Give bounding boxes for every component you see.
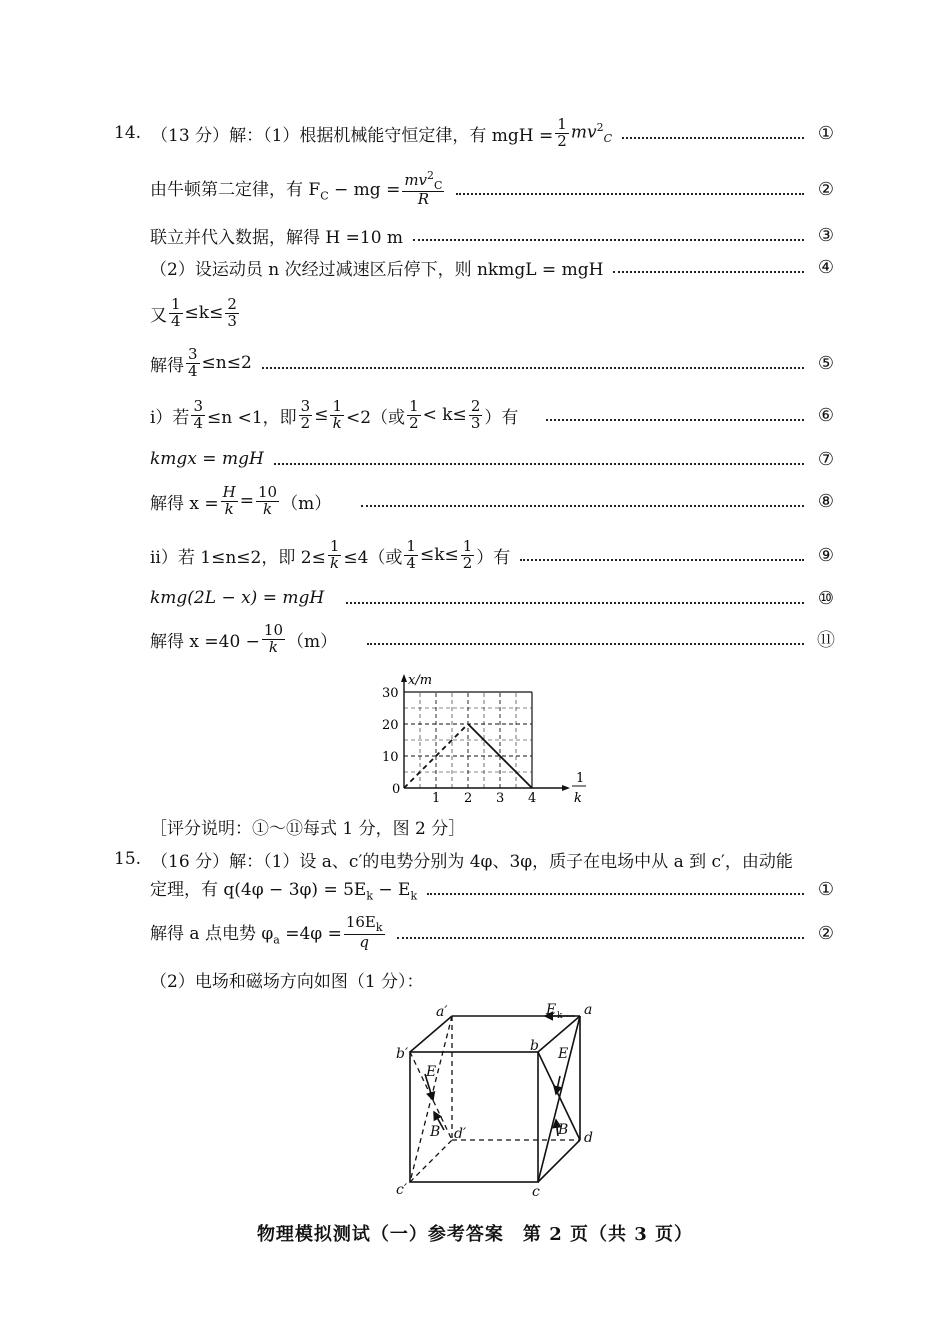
q14-head-text: （13 分）解：（1）根据机械能守恒定律，有 mgH = [151, 125, 554, 146]
q15-line-4 [150, 962, 838, 996]
label-ek-sub: k [557, 1011, 563, 1021]
y-axis-arrow [401, 674, 407, 682]
q15-mark-1: ① [817, 878, 835, 900]
label-b-prime: b′ [396, 1046, 409, 1062]
e-arrow-right [556, 1076, 560, 1094]
label-c-prime: c′ [396, 1182, 408, 1198]
energy-theorem: 定理，有 $q(4\varphi - 3\varphi) = 5E_k - E_k$ [150, 880, 418, 903]
x-vs-inverse-k-chart [360, 668, 600, 808]
n-range: ≤n≤2 [201, 353, 252, 373]
also-text: 又 [150, 305, 167, 326]
frac-2-3: $\frac{2}{3}$ [227, 294, 237, 330]
mark-1: ① [817, 122, 835, 144]
label-c: c [532, 1184, 540, 1200]
mark-11: ⑪ [817, 630, 835, 651]
label-a-prime: a′ [436, 1004, 448, 1020]
y-tick-label: 20 [382, 718, 399, 733]
eq-2l: kmg(2L − x) = mgH [150, 588, 325, 608]
solve-h-text: 联立并代入数据，解得 H =10 m [150, 227, 404, 248]
scoring-note: ［评分说明：①～⑪每式 1 分，图 2 分］ [150, 819, 466, 839]
x-tick-label: 1 [432, 791, 441, 806]
solve-x2-pre: 解得 x =40 − [150, 631, 260, 652]
mark-6: ⑥ [817, 404, 835, 426]
newton-text: 由牛顿第二定律，有 $F_C$ − mg = [150, 180, 401, 203]
q14-line-8 [150, 442, 838, 476]
label-ek: E [546, 1002, 557, 1018]
k-range: ≤k≤ [184, 303, 224, 323]
frac-1-4: $\frac{1}{4}$ [171, 294, 181, 330]
field-direction-text: （2）电场和磁场方向如图（1 分）： [150, 971, 424, 992]
cube-field-diagram [390, 992, 610, 1202]
q15-line-1 [114, 842, 838, 876]
q14-line-12: 解得 x =40 − $\frac{10}{k}$ （m） ⑪ [150, 622, 838, 656]
newton-frac: $\frac{mv^2_C}{R}$ [404, 168, 443, 209]
q14-line-3 [150, 218, 838, 252]
label-e-left: E [426, 1064, 437, 1080]
part2-text: （2）设运动员 n 次经过减速区后停下，则 nkmgL = mgH [150, 259, 604, 280]
case-i-pre: i）若 [150, 407, 190, 428]
x-axis-arrow [562, 785, 570, 791]
q14-line-5 [150, 296, 838, 330]
q14-line-10: ii）若 1≤n≤2，即 2≤ $\frac{1}{k}$ ≤4（或 $\frac{1}{4}$ ≤k≤ $\frac{1}{2}$ ）有 ⑨ [150, 538, 838, 572]
label-d: d [584, 1130, 593, 1146]
potential-a: 解得 a 点电势 $\varphi_a =4\varphi$ = [150, 924, 342, 947]
q15-number: 15. [114, 849, 142, 869]
mark-9: ⑨ [817, 544, 835, 566]
label-a: a [584, 1002, 593, 1018]
x-tick-label: 3 [496, 791, 505, 806]
x-axis-label-numerator: 1 [576, 771, 585, 786]
q14-line-4 [150, 250, 838, 284]
y-axis-label: x/m [408, 673, 433, 688]
q15-line-3 [150, 913, 838, 951]
potential-frac: $\frac{16E_k}{q}$ [345, 913, 383, 951]
mark-5: ⑤ [817, 352, 835, 374]
q14-head-frac: $\frac{1}{2}$ [557, 114, 567, 150]
q15-mark-2: ② [817, 922, 835, 944]
q14-line-1 [114, 116, 838, 150]
q14-line-2 [150, 168, 838, 209]
y-tick-label: 10 [382, 750, 399, 765]
mark-4: ④ [817, 256, 835, 278]
mark-7: ⑦ [817, 448, 835, 470]
mark-8: ⑧ [817, 490, 835, 512]
x-axis-label-denominator: k [574, 791, 582, 806]
q14-line-6 [150, 346, 838, 380]
label-d-prime: d′ [454, 1126, 467, 1142]
q14-number: 14. [114, 123, 142, 143]
q15-line-2 [150, 872, 838, 906]
q14-line-11 [150, 581, 838, 615]
label-b-right: B [558, 1122, 569, 1138]
y-tick-label: 0 [392, 782, 401, 797]
page-footer: 物理模拟测试（一）参考答案 第 2 页（共 3 页） [256, 1224, 694, 1245]
case-ii-pre: ii）若 1≤n≤2，即 2≤ [150, 547, 326, 568]
mark-2: ② [817, 178, 835, 200]
mark-10: ⑩ [817, 587, 835, 609]
eq-kmgx: kmgx = mgH [150, 449, 264, 469]
solve-n-pre: 解得 [150, 355, 184, 376]
label-b: b [530, 1038, 539, 1054]
q14-head-tail: $mv^2_C$ [570, 120, 612, 146]
x-tick-label: 2 [464, 791, 473, 806]
x-tick-label: 4 [528, 791, 537, 806]
q14-line-9: 解得 x = $\frac{H}{k}$ = $\frac{10}{k}$ （m） ⑧ [150, 484, 838, 518]
frac-3-4: $\frac{3}{4}$ [188, 344, 198, 380]
label-e-right: E [558, 1046, 569, 1062]
label-b-left: B [430, 1124, 441, 1140]
y-tick-label: 30 [382, 686, 399, 701]
solve-x-pre: 解得 x = [150, 493, 219, 514]
mark-3: ③ [817, 224, 835, 246]
q15-head-text: （16 分）解：（1）设 a、c′的电势分别为 4φ、3φ，质子在电场中从 a 到 c′，由动能 [151, 851, 793, 872]
q14-line-7: i）若 $\frac{3}{4}$ ≤n <1，即 $\frac{3}{2}$ ≤ $\frac{1}{k}$ <2（或 $\frac{1}{2}$ < k≤ $\frac{2}{3}$ ）有 ⑥ [150, 398, 838, 432]
